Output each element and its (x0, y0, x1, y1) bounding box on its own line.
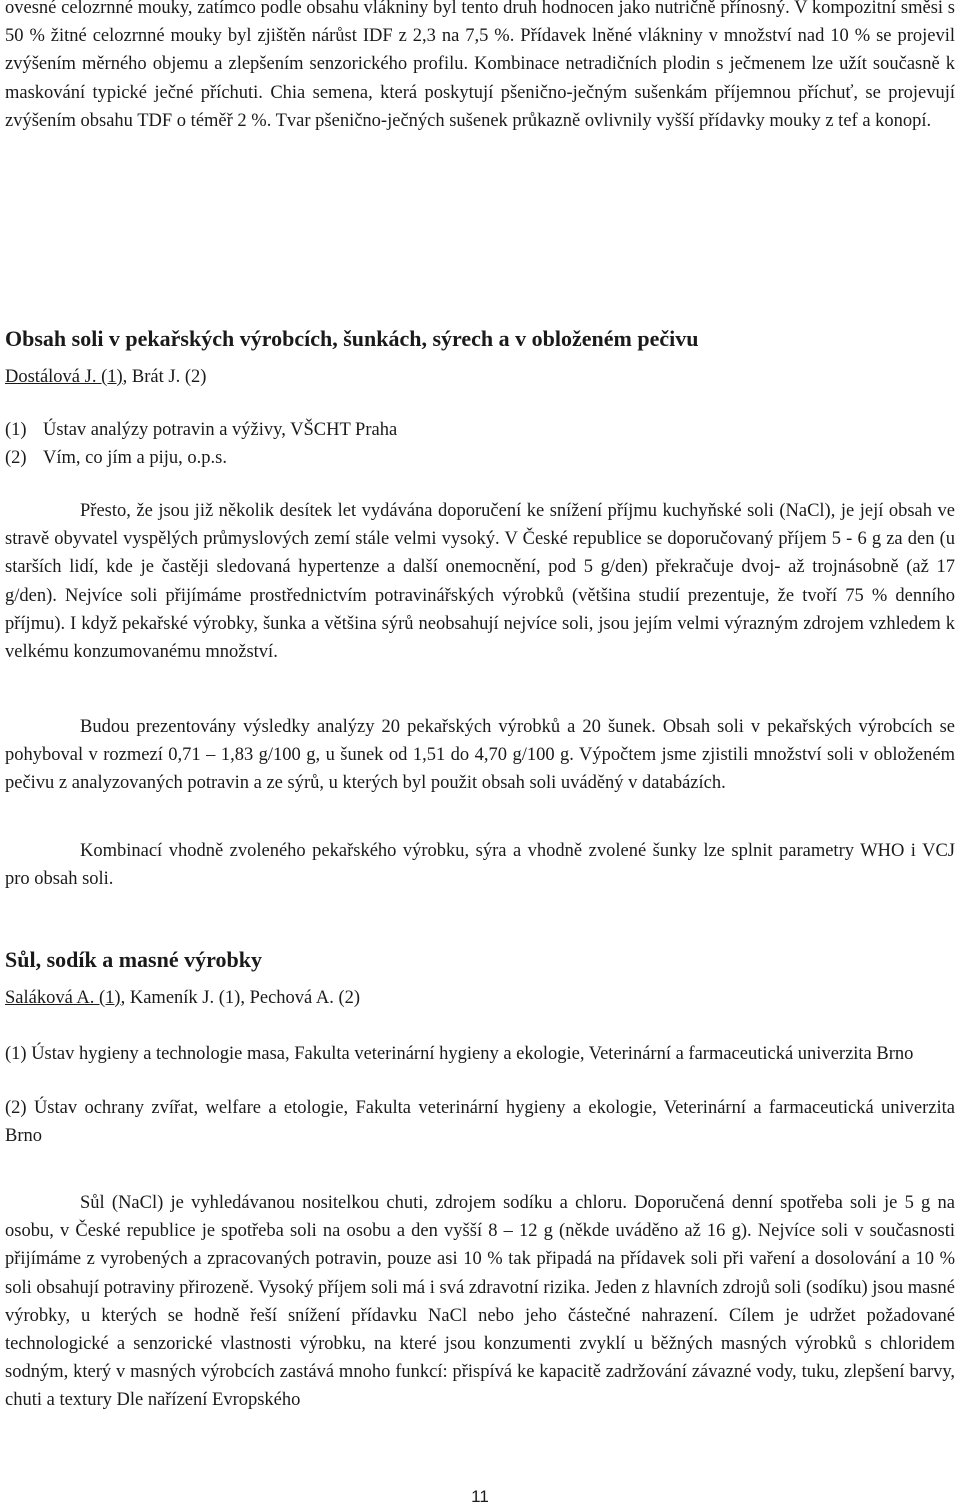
author-2: Brát J. (2) (131, 367, 207, 387)
article2-authors (5, 988, 360, 1009)
article1-paragraph-1: Přesto, že jsou již několik desítek let vydávána doporučení ke snížení příjmu kuchyňské soli (NaCl), je její obsah ve stravě obyvatel vyspělých průmyslových zemí stále velmi vysoký. V České republice se doporučovaný příjem 5 - 6 g za den (u starších lidí, kde je častěji sledovaná hypertenze a další onemocnění, pod 5 g/den) překračuje dvoj- až trojnásobně (až 17 g/den). Nejvíce soli přijímáme prostřednictvím potravinářských výrobků (většina studií prezentuje, že tvoří 75 % denního příjmu). I když pekařské výrobky, šunka a většina sýrů neobsahují nejvíce soli, jsou jejím velmi výrazným zdrojem vzhledem k velkému konzumovanému množství. (5, 501, 955, 663)
intro-paragraph: ovesné celozrnné mouky, zatímco podle obsahu vlákniny byl tento druh hodnocen jako nutričně přínosný. V kompozitní směsi s 50 % žitné celozrnné mouky byl zjištěn nárůst IDF z 2,3 na 7,5 %. Přídavek lněné vlákniny v množství nad 10 % se projevil zvýšením měrného objemu a zlepšením senzorického profilu. Kombinace netradičních plodin s ječmenem lze užít současně k maskování typické ječné příchuti. Chia semena, která poskytují pšenično-ječným sušenkám příjemnou příchuť, se projevují zvýšením obsahu TDF o téměř 2 %. Tvar pšenično-ječných sušenek průkazně ovlivnily vyšší přídavky mouky z tef a konopí. (5, 0, 955, 131)
article1-title: Obsah soli v pekařských výrobcích, šunkách, sýrech a v obloženém pečivu (5, 326, 699, 351)
page-number: 11 (471, 1487, 489, 1506)
article2-affiliation-2: (2) Ústav ochrany zvířat, welfare a etologie, Fakulta veterinární hygieny a ekologie, Veterinární a farmaceutická univerzita Brno (5, 1098, 955, 1146)
article2-paragraph: Sůl (NaCl) je vyhledávanou nositelkou chuti, zdrojem sodíku a chloru. Doporučená denní spotřeba soli je 5 g na osobu, v České republice je spotřeba soli na osobu a den vyšší 8 – 12 g (někde uváděno až 16 g). Nejvíce soli v současnosti přijímáme z vyrobených a zpracovaných potravin, pouze asi 10 % tak připadá na přídavek soli při vaření a dosolování a 10 % soli obsahují potraviny přirozeně. Vysoký příjem soli má i svá zdravotní rizika. Jeden z hlavních zdrojů soli (sodíku) jsou masné výrobky, u kterých se hodně řeší snížení přídavku NaCl nebo jeho částečné nahrazení. Cílem je udržet požadované technologické a senzorické vlastnosti výrobku, na které jsou konzumenti zvyklí u běžných masných výrobků s chloridem sodným, který v masných výrobcích zastává mnoho funkcí: přispívá ke kapacitě zadržování závazné vody, tuku, zlepšení barvy, chuti a textury Dle nařízení Evropského (5, 1193, 955, 1411)
author-rest: , Kameník J. (1), Pechová A. (2) (120, 988, 361, 1008)
article1-paragraph-3: Kombinací vhodně zvoleného pekařského výrobku, sýra a vhodně zvolené šunky lze splnit parametry WHO i VCJ pro obsah soli. (5, 841, 955, 890)
article2-title: Sůl, sodík a masné výrobky (5, 947, 262, 972)
author-separator: , (122, 367, 132, 387)
affiliation-1: (1) Ústav analýzy potravin a výživy, VŠCHT Praha (5, 420, 398, 440)
author-1: Saláková A. (1) (5, 988, 121, 1008)
author-1: Dostálová J. (1) (5, 367, 123, 387)
article1-authors (5, 367, 206, 388)
article1-paragraph-2: Budou prezentovány výsledky analýzy 20 pekařských výrobků a 20 šunek. Obsah soli v pekařských výrobcích se pohyboval v rozmezí 0,71 – 1,83 g/100 g, u šunek od 1,51 do 4,70 g/100 g. Výpočtem jsme zjistili množství soli v obloženém pečivu z analyzovaných potravin a ze sýrů, u kterých byl použit obsah soli uváděný v databázích. (5, 717, 955, 794)
article2-affiliation-1: (1) Ústav hygieny a technologie masa, Fakulta veterinární hygieny a ekologie, Veterinární a farmaceutická univerzita Brno (5, 1044, 914, 1064)
affiliation-2: (2) Vím, co jím a piju, o.p.s. (5, 448, 227, 468)
